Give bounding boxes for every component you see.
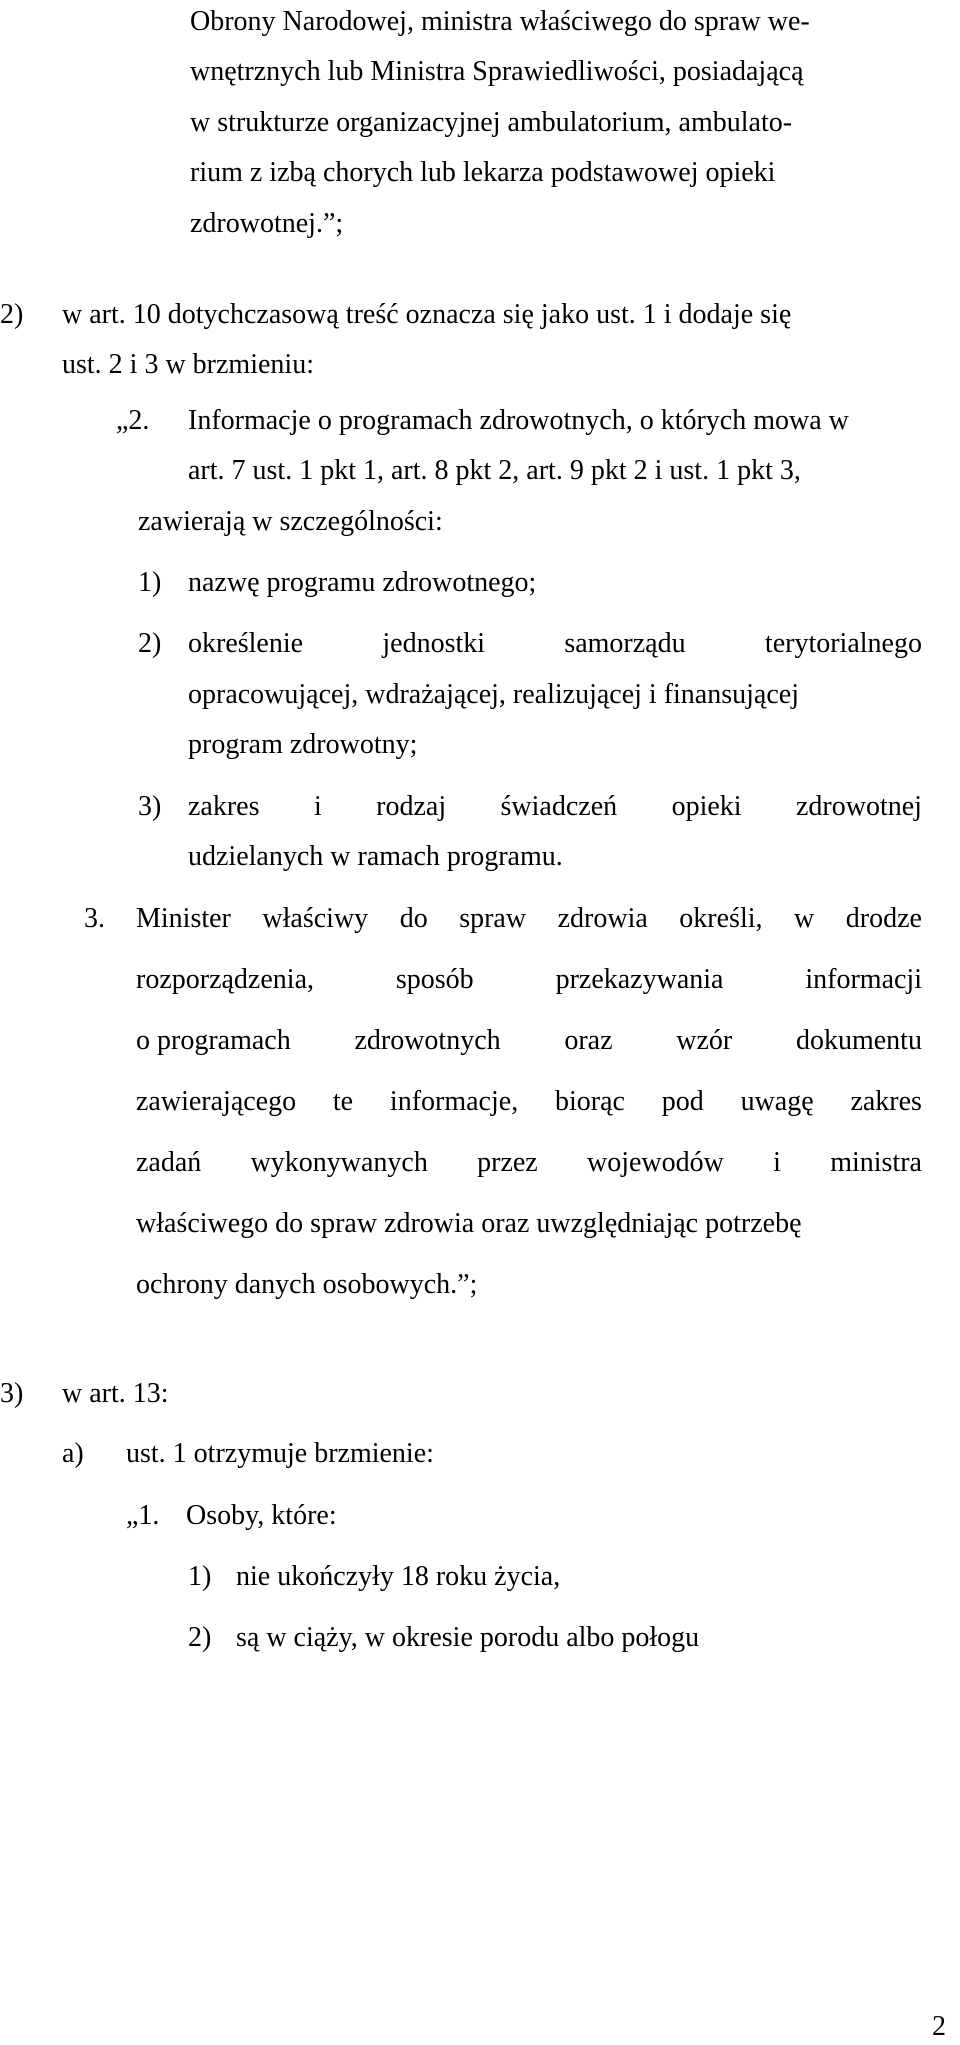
ust-line-word: wojewodów bbox=[587, 1147, 724, 1178]
ust-line-word: rozporządzenia, bbox=[136, 964, 314, 995]
point-line: udzielanych w ramach programu. bbox=[188, 841, 563, 872]
point-line: opracowującej, wdrażającej, realizującej i finansującej bbox=[188, 679, 799, 710]
letter-line: ust. 1 otrzymuje brzmienie: bbox=[126, 1438, 434, 1469]
page-number: 2 bbox=[932, 2011, 946, 2042]
ust-line-word: dokumentu bbox=[795, 1025, 922, 1056]
point-line: są w ciąży, w okresie porodu albo połogu bbox=[236, 1622, 700, 1653]
item-line: w art. 13: bbox=[62, 1378, 169, 1409]
ust-line-word: zdrowia bbox=[557, 903, 648, 934]
point-line bbox=[188, 630, 922, 658]
point-number: 3) bbox=[138, 791, 162, 822]
ust-line: Informacje o programach zdrowotnych, o których mowa w bbox=[188, 405, 849, 436]
intro-line: w strukturze organizacyjnej ambulatorium, ambulato- bbox=[190, 107, 793, 138]
ust-line bbox=[136, 1149, 922, 1177]
item-number: 2) bbox=[0, 299, 24, 330]
point-number: 2) bbox=[138, 628, 162, 659]
intro-line: rium z izbą chorych lub lekarza podstawowej opieki bbox=[190, 157, 776, 188]
ust-line bbox=[136, 1027, 922, 1055]
ust-number: „1. bbox=[126, 1500, 160, 1531]
ust-line: Osoby, które: bbox=[186, 1500, 337, 1531]
ust-line-word: zawierającego bbox=[136, 1086, 297, 1117]
intro-line: Obrony Narodowej, ministra właściwego do spraw we- bbox=[190, 6, 810, 37]
intro-line: wnętrznych lub Ministra Sprawiedliwości, posiadającą bbox=[190, 56, 804, 87]
ust-line-word: wzór bbox=[676, 1025, 733, 1056]
ust-line-word: przekazywania bbox=[555, 964, 724, 995]
ust-line-word: spraw bbox=[459, 903, 527, 934]
letter-number: a) bbox=[62, 1438, 84, 1469]
ust-line bbox=[136, 966, 922, 994]
ust-line-word: zadań bbox=[136, 1147, 202, 1178]
ust-line-word: drodze bbox=[845, 903, 922, 934]
ust-line-word: w bbox=[794, 903, 815, 934]
point-line-word: i bbox=[313, 791, 322, 822]
point-number: 1) bbox=[138, 567, 162, 598]
ust-line bbox=[136, 1088, 922, 1116]
intro-line: zdrowotnej.”; bbox=[190, 208, 344, 239]
point-number: 1) bbox=[188, 1561, 212, 1592]
item-line: ust. 2 i 3 w brzmieniu: bbox=[62, 349, 314, 380]
ust-line: właściwego do spraw zdrowia oraz uwzględniając potrzebę bbox=[136, 1208, 802, 1239]
ust-line-word: zakres bbox=[850, 1086, 922, 1117]
ust-line-word: do bbox=[399, 903, 428, 934]
point-line: nie ukończyły 18 roku życia, bbox=[236, 1561, 561, 1592]
ust-line-word: o programach bbox=[136, 1025, 291, 1056]
ust-line-word: te bbox=[332, 1086, 354, 1117]
ust-number: „2. bbox=[116, 405, 150, 436]
point-line: program zdrowotny; bbox=[188, 729, 418, 760]
ust-line-word: informacji bbox=[805, 964, 922, 995]
point-line-word: świadczeń bbox=[500, 791, 618, 822]
ust-line-word: zdrowotnych bbox=[354, 1025, 501, 1056]
ust-line-word: właściwy bbox=[262, 903, 369, 934]
ust-line bbox=[136, 905, 922, 933]
point-line-word: określenie bbox=[188, 628, 304, 659]
ust-line-word: pod bbox=[661, 1086, 704, 1117]
ust-line-word: Minister bbox=[136, 903, 231, 934]
ust-line-word: wykonywanych bbox=[250, 1147, 428, 1178]
point-line-word: jednostki bbox=[382, 628, 486, 659]
ust-line-word: określi, bbox=[679, 903, 763, 934]
point-line-word: zakres bbox=[188, 791, 260, 822]
ust-line-word: uwagę bbox=[740, 1086, 814, 1117]
ust-line-word: sposób bbox=[395, 964, 474, 995]
point-line-word: zdrowotnej bbox=[795, 791, 922, 822]
point-line-word: terytorialnego bbox=[764, 628, 922, 659]
point-line-word: opieki bbox=[671, 791, 742, 822]
point-line-word: rodzaj bbox=[376, 791, 447, 822]
ust-line-word: ministra bbox=[830, 1147, 922, 1178]
ust-line-word: informacje, bbox=[389, 1086, 519, 1117]
ust-line-word: i bbox=[773, 1147, 781, 1178]
point-number: 2) bbox=[188, 1622, 212, 1653]
ust-line-word: oraz bbox=[564, 1025, 613, 1056]
ust-line: zawierają w szczególności: bbox=[138, 506, 443, 537]
ust-line-word: biorąc bbox=[555, 1086, 625, 1117]
item-line: w art. 10 dotychczasową treść oznacza się jako ust. 1 i dodaje się bbox=[62, 299, 792, 330]
ust-line-word: przez bbox=[477, 1147, 538, 1178]
point-line: nazwę programu zdrowotnego; bbox=[188, 567, 537, 598]
item-number: 3) bbox=[0, 1378, 24, 1409]
ust-line: art. 7 ust. 1 pkt 1, art. 8 pkt 2, art. 9 pkt 2 i ust. 1 pkt 3, bbox=[188, 455, 801, 486]
point-line-word: samorządu bbox=[564, 628, 686, 659]
ust-line: ochrony danych osobowych.”; bbox=[136, 1269, 478, 1300]
point-line bbox=[188, 793, 922, 821]
ust-number: 3. bbox=[84, 903, 105, 934]
